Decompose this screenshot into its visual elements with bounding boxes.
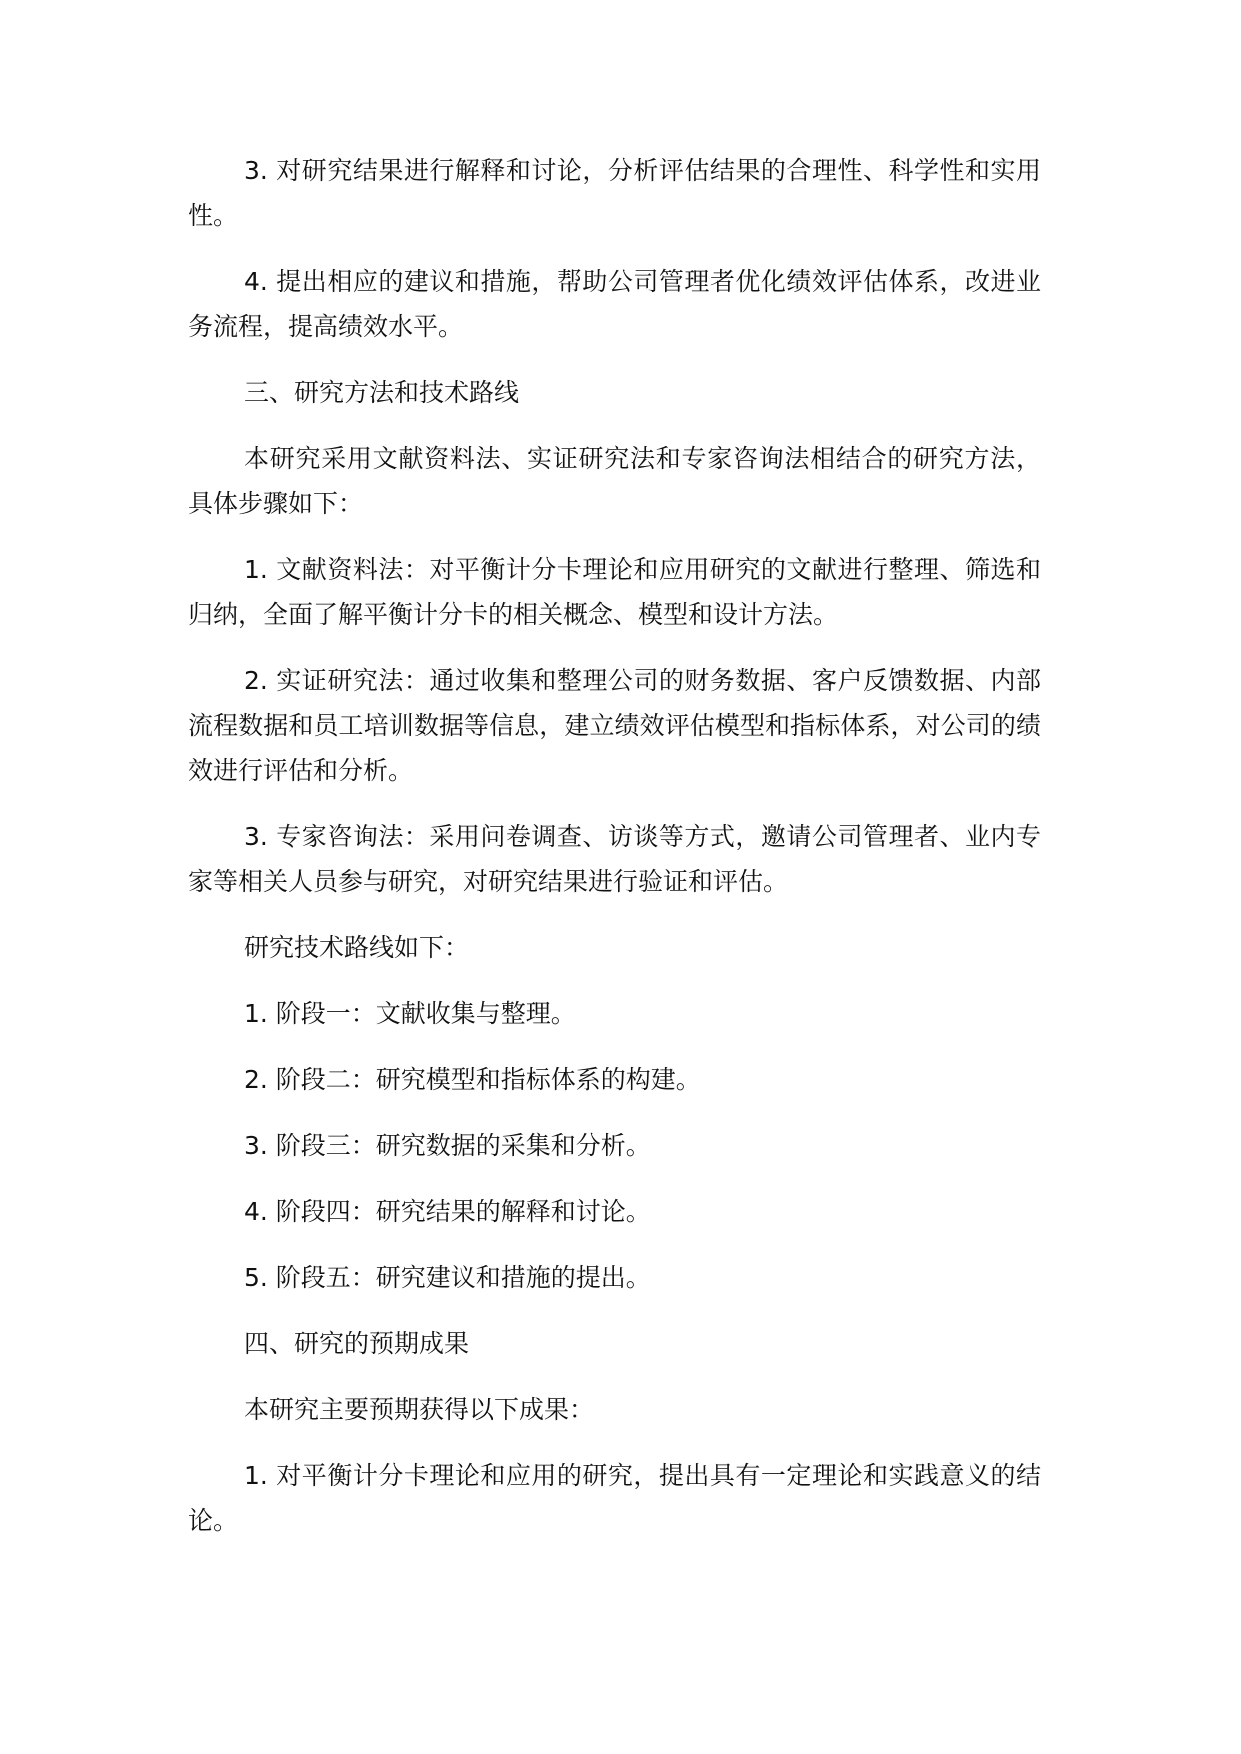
list-item-stage-3: 3. 阶段三：研究数据的采集和分析。 xyxy=(244,1131,651,1160)
list-item-stage-5: 5. 阶段五：研究建议和措施的提出。 xyxy=(244,1263,651,1292)
document-body xyxy=(188,148,1041,1543)
paragraph-empirical-method: 2. 实证研究法：通过收集和整理公司的财务数据、客户反馈数据、内部流程数据和员工培训数据等信息，建立绩效评估模型和指标体系，对公司的绩效进行评估和分析。 xyxy=(188,666,1041,785)
paragraph-expected-result-1: 1. 对平衡计分卡理论和应用的研究，提出具有一定理论和实践意义的结论。 xyxy=(188,1461,1041,1535)
paragraph-expected-intro: 本研究主要预期获得以下成果： xyxy=(244,1395,595,1424)
section-heading-expected-results: 四、研究的预期成果 xyxy=(244,1329,470,1358)
paragraph-expert-method: 3. 专家咨询法：采用问卷调查、访谈等方式，邀请公司管理者、业内专家等相关人员参与研究，对研究结果进行验证和评估。 xyxy=(188,822,1041,896)
paragraph-literature-method: 1. 文献资料法：对平衡计分卡理论和应用研究的文献进行整理、筛选和归纳，全面了解平衡计分卡的相关概念、模型和设计方法。 xyxy=(188,555,1041,629)
paragraph-results-discussion: 3. 对研究结果进行解释和讨论，分析评估结果的合理性、科学性和实用性。 xyxy=(188,156,1041,230)
section-heading-methods: 三、研究方法和技术路线 xyxy=(244,378,520,407)
list-item-stage-2: 2. 阶段二：研究模型和指标体系的构建。 xyxy=(244,1065,701,1094)
paragraph-roadmap-intro: 研究技术路线如下： xyxy=(244,933,470,962)
paragraph-methods-intro: 本研究采用文献资料法、实证研究法和专家咨询法相结合的研究方法，具体步骤如下： xyxy=(188,444,1041,518)
list-item-stage-4: 4. 阶段四：研究结果的解释和讨论。 xyxy=(244,1197,651,1226)
list-item-stage-1: 1. 阶段一：文献收集与整理。 xyxy=(244,999,576,1028)
paragraph-suggestions: 4. 提出相应的建议和措施，帮助公司管理者优化绩效评估体系，改进业务流程，提高绩效水平。 xyxy=(188,267,1041,341)
